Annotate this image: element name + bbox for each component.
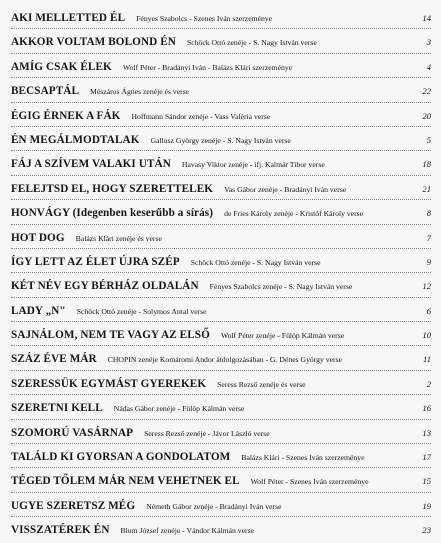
dotted-divider <box>11 394 431 395</box>
dotted-divider <box>11 370 431 371</box>
page-number: 20 <box>422 110 431 121</box>
index-row <box>11 494 431 518</box>
dotted-divider <box>11 53 431 54</box>
page-number: 18 <box>422 159 431 170</box>
song-title: AMÍG CSAK ÉLEK <box>11 60 112 73</box>
dotted-divider <box>11 297 431 298</box>
dotted-divider <box>11 345 431 346</box>
index-row <box>11 445 431 469</box>
song-credit: de Fries Károly zenéje - Kristóf Károly verse <box>224 209 364 219</box>
index-row <box>11 469 431 493</box>
song-credit: Mészáros Ágnes zenéje és verse <box>90 87 190 97</box>
page-number: 9 <box>426 256 431 267</box>
song-title: FÁJ A SZÍVEM VALAKI UTÁN <box>11 158 171 171</box>
page-number: 5 <box>426 134 431 145</box>
song-title: SZÁZ ÉVE MÁR <box>11 353 97 366</box>
index-row <box>11 250 431 274</box>
page-number: 6 <box>426 305 431 316</box>
page-number: 22 <box>422 86 431 97</box>
dotted-divider <box>11 126 431 127</box>
index-row <box>11 347 431 371</box>
song-title: HOT DOG <box>11 231 65 244</box>
song-credit: Wolf Péter - Szenes Iván szerzeménye <box>250 477 369 487</box>
song-title: TALÁLD KI GYORSAN A GONDOLATOM <box>11 451 231 464</box>
dotted-divider <box>11 467 431 468</box>
song-title: VISSZATÉREK ÉN <box>11 524 110 537</box>
dotted-divider <box>11 77 431 78</box>
dotted-divider <box>11 175 431 176</box>
index-row <box>11 226 431 250</box>
index-row <box>11 372 431 396</box>
song-credit: Seress Rezső zenéje és verse <box>217 379 306 389</box>
song-credit: Vas Gábor zenéje - Bradányi Iván verse <box>224 184 347 194</box>
dotted-divider <box>11 102 431 103</box>
page-number: 7 <box>426 232 431 243</box>
song-credit: Schöck Ottó zenéje - Solymos Antal verse <box>76 306 207 316</box>
song-credit: Hoffmann Sándor zenéje - Vass Valéria verse <box>131 111 271 121</box>
index-row <box>11 6 431 30</box>
song-credit: Schöck Ottó zenéje - S. Nagy István verse <box>190 257 321 267</box>
song-index <box>11 6 431 537</box>
song-credit: CHOPIN zenéje Komáromi Andor átdolgozásában - G. Dénes György verse <box>107 355 343 365</box>
song-credit: Fényes Szabolcs - Szenes Iván szerzeménye <box>136 14 273 23</box>
dotted-divider <box>11 248 431 249</box>
song-title: ÉN MEGÁLMODTALAK <box>11 133 140 146</box>
song-credit: Gallusz György zenéje - S. Nagy István verse <box>150 135 291 145</box>
page-number: 21 <box>422 183 431 194</box>
index-row <box>11 299 431 323</box>
page-number: 3 <box>426 37 431 48</box>
song-credit: Németh Gábor zenéje - Bradányi Iván verse <box>146 501 282 511</box>
page-number: 15 <box>422 476 431 487</box>
dotted-divider <box>11 224 431 225</box>
song-credit: Blum József zenéje - Vándor Kálmán verse <box>120 526 254 536</box>
song-title: ÉGIG ÉRNEK A FÁK <box>11 109 121 122</box>
song-title: SAJNÁLOM, NEM TE VAGY AZ ELSŐ <box>11 329 210 342</box>
index-row <box>11 323 431 347</box>
page-number: 8 <box>426 208 431 219</box>
page-number: 14 <box>422 13 431 23</box>
song-credit: Nádas Gábor zenéje - Fülöp Kálmán verse <box>113 404 245 414</box>
dotted-divider <box>11 321 431 322</box>
song-title: AKI MELLETTED ÉL <box>11 12 126 24</box>
song-title: UGYE SZERETSZ MÉG <box>11 499 136 512</box>
index-row <box>11 421 431 445</box>
index-row <box>11 104 431 128</box>
index-row <box>11 30 431 54</box>
dotted-divider <box>11 419 431 420</box>
index-row <box>11 274 431 298</box>
page-number: 4 <box>426 61 431 72</box>
page-number: 17 <box>422 452 431 463</box>
song-title: FELEJTSD EL, HOGY SZERETTELEK <box>11 182 214 195</box>
page-number: 2 <box>426 378 431 389</box>
index-row <box>11 396 431 420</box>
song-credit: Wolf Péter - Bradányi Iván - Balázs Klári szerzeménye <box>122 62 293 72</box>
page-number: 19 <box>422 500 431 511</box>
page-number: 13 <box>422 427 431 438</box>
dotted-divider <box>11 272 431 273</box>
song-credit: Balázs Klári zenéje és verse <box>75 233 162 243</box>
song-title: LADY „N" <box>11 304 66 317</box>
song-title: SZERESSÜK EGYMÁST GYEREKEK <box>11 377 207 390</box>
index-row <box>11 152 431 176</box>
page-number: 11 <box>423 354 431 365</box>
page-number: 23 <box>422 525 431 536</box>
song-credit: Seress Rezső zenéje - Jávor László verse <box>144 428 270 438</box>
index-row <box>11 177 431 201</box>
index-row <box>11 79 431 103</box>
song-credit: Havasy Viktor zenéje - ifj. Kalmár Tibor verse <box>181 160 325 170</box>
index-row <box>11 55 431 79</box>
song-credit: Fényes Szabolcs zenéje - S. Nagy István verse <box>209 282 353 292</box>
dotted-divider <box>11 492 431 493</box>
song-credit: Schöck Ottó zenéje - S. Nagy István verse <box>186 38 317 48</box>
song-title: KÉT NÉV EGY BÉRHÁZ OLDALÁN <box>11 280 199 293</box>
dotted-divider <box>11 28 431 29</box>
dotted-divider <box>11 199 431 200</box>
dotted-divider <box>11 443 431 444</box>
dotted-divider <box>11 516 431 517</box>
song-title: HONVÁGY (Idegenben keserűbb a sírás) <box>11 207 214 220</box>
index-row <box>11 201 431 225</box>
page-number: 16 <box>422 403 431 414</box>
song-title: BECSAPTÁL <box>11 85 80 98</box>
song-title: AKKOR VOLTAM BOLOND ÉN <box>11 36 176 49</box>
index-row <box>11 518 431 542</box>
song-title: SZERETNI KELL <box>11 402 103 415</box>
song-title: SZOMORÚ VASÁRNAP <box>11 426 134 439</box>
song-title: TÉGED TŐLEM MÁR NEM VEHETNEK EL <box>11 475 240 488</box>
song-credit: Balázs Klári - Szenes Iván szerzeménye <box>241 453 365 463</box>
index-row <box>11 128 431 152</box>
song-credit: Wolf Péter zenéje - Fülöp Kálmán verse <box>220 331 345 341</box>
dotted-divider <box>11 150 431 151</box>
page-number: 12 <box>422 281 431 292</box>
song-title: ÍGY LETT AZ ÉLET ÚJRA SZÉP <box>11 255 180 268</box>
page-number: 10 <box>422 330 431 341</box>
